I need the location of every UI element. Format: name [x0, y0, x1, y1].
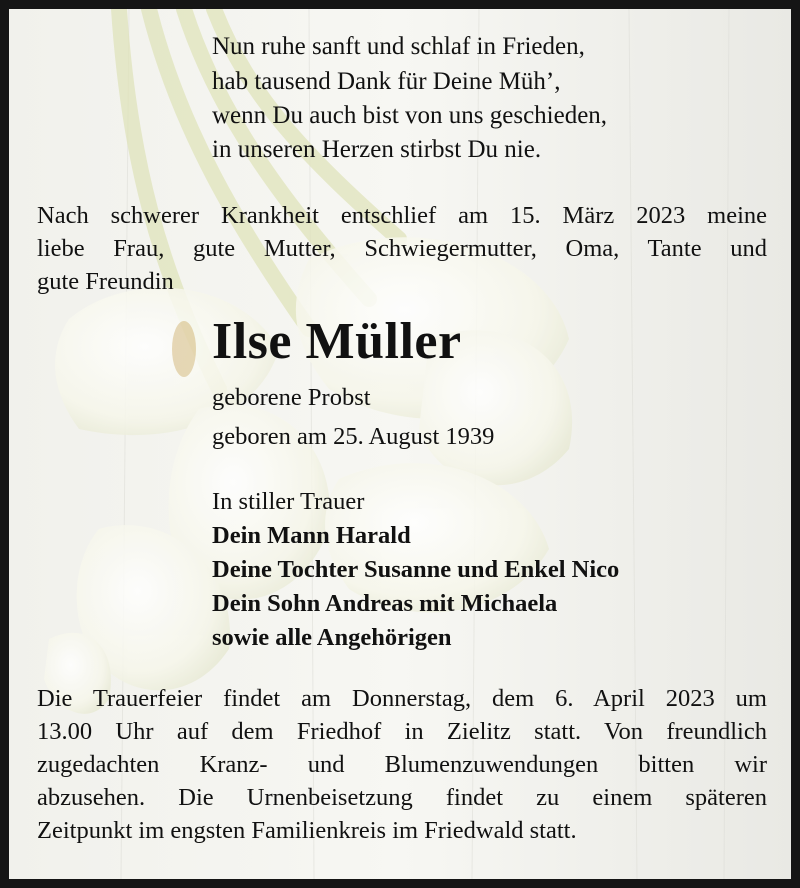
birth-date: geboren am 25. August 1939: [212, 423, 495, 450]
mourner-name: Dein Sohn Andreas mit Michaela: [212, 590, 558, 617]
poem-line: hab tausend Dank für Deine Müh’,: [212, 68, 561, 95]
poem-line: Nun ruhe sanft und schlaf in Frieden,: [212, 33, 585, 60]
mourner-name: Deine Tochter Susanne und Enkel Nico: [212, 556, 620, 583]
mourner-name: sowie alle Angehörigen: [212, 624, 452, 651]
ceremony-line: Die Trauerfeier findet am Donnerstag, dem 6. April 2023 um: [37, 685, 767, 712]
poem-line: in unseren Herzen stirbst Du nie.: [212, 136, 542, 163]
deceased-name: Ilse Müller: [212, 313, 462, 370]
poem-line: wenn Du auch bist von uns geschieden,: [212, 102, 608, 129]
maiden-name: geborene Probst: [212, 384, 371, 411]
notice-text: [9, 9, 791, 879]
intro-line: liebe Frau, gute Mutter, Schwiegermutter, Oma, Tante und: [37, 235, 767, 262]
intro-line: gute Freundin: [37, 268, 174, 295]
ceremony-line: Zeitpunkt im engsten Familienkreis im Friedwald statt.: [37, 817, 577, 844]
mourner-name: Dein Mann Harald: [212, 522, 411, 549]
ceremony-line: zugedachten Kranz- und Blumenzuwendungen bitten wir: [37, 751, 767, 778]
ceremony-line: abzusehen. Die Urnenbeisetzung findet zu einem späteren: [37, 784, 767, 811]
mourning-intro: In stiller Trauer: [212, 488, 365, 515]
ceremony-line: 13.00 Uhr auf dem Friedhof in Zielitz statt. Von freundlich: [37, 718, 767, 745]
intro-line: Nach schwerer Krankheit entschlief am 15. März 2023 meine: [37, 202, 767, 229]
